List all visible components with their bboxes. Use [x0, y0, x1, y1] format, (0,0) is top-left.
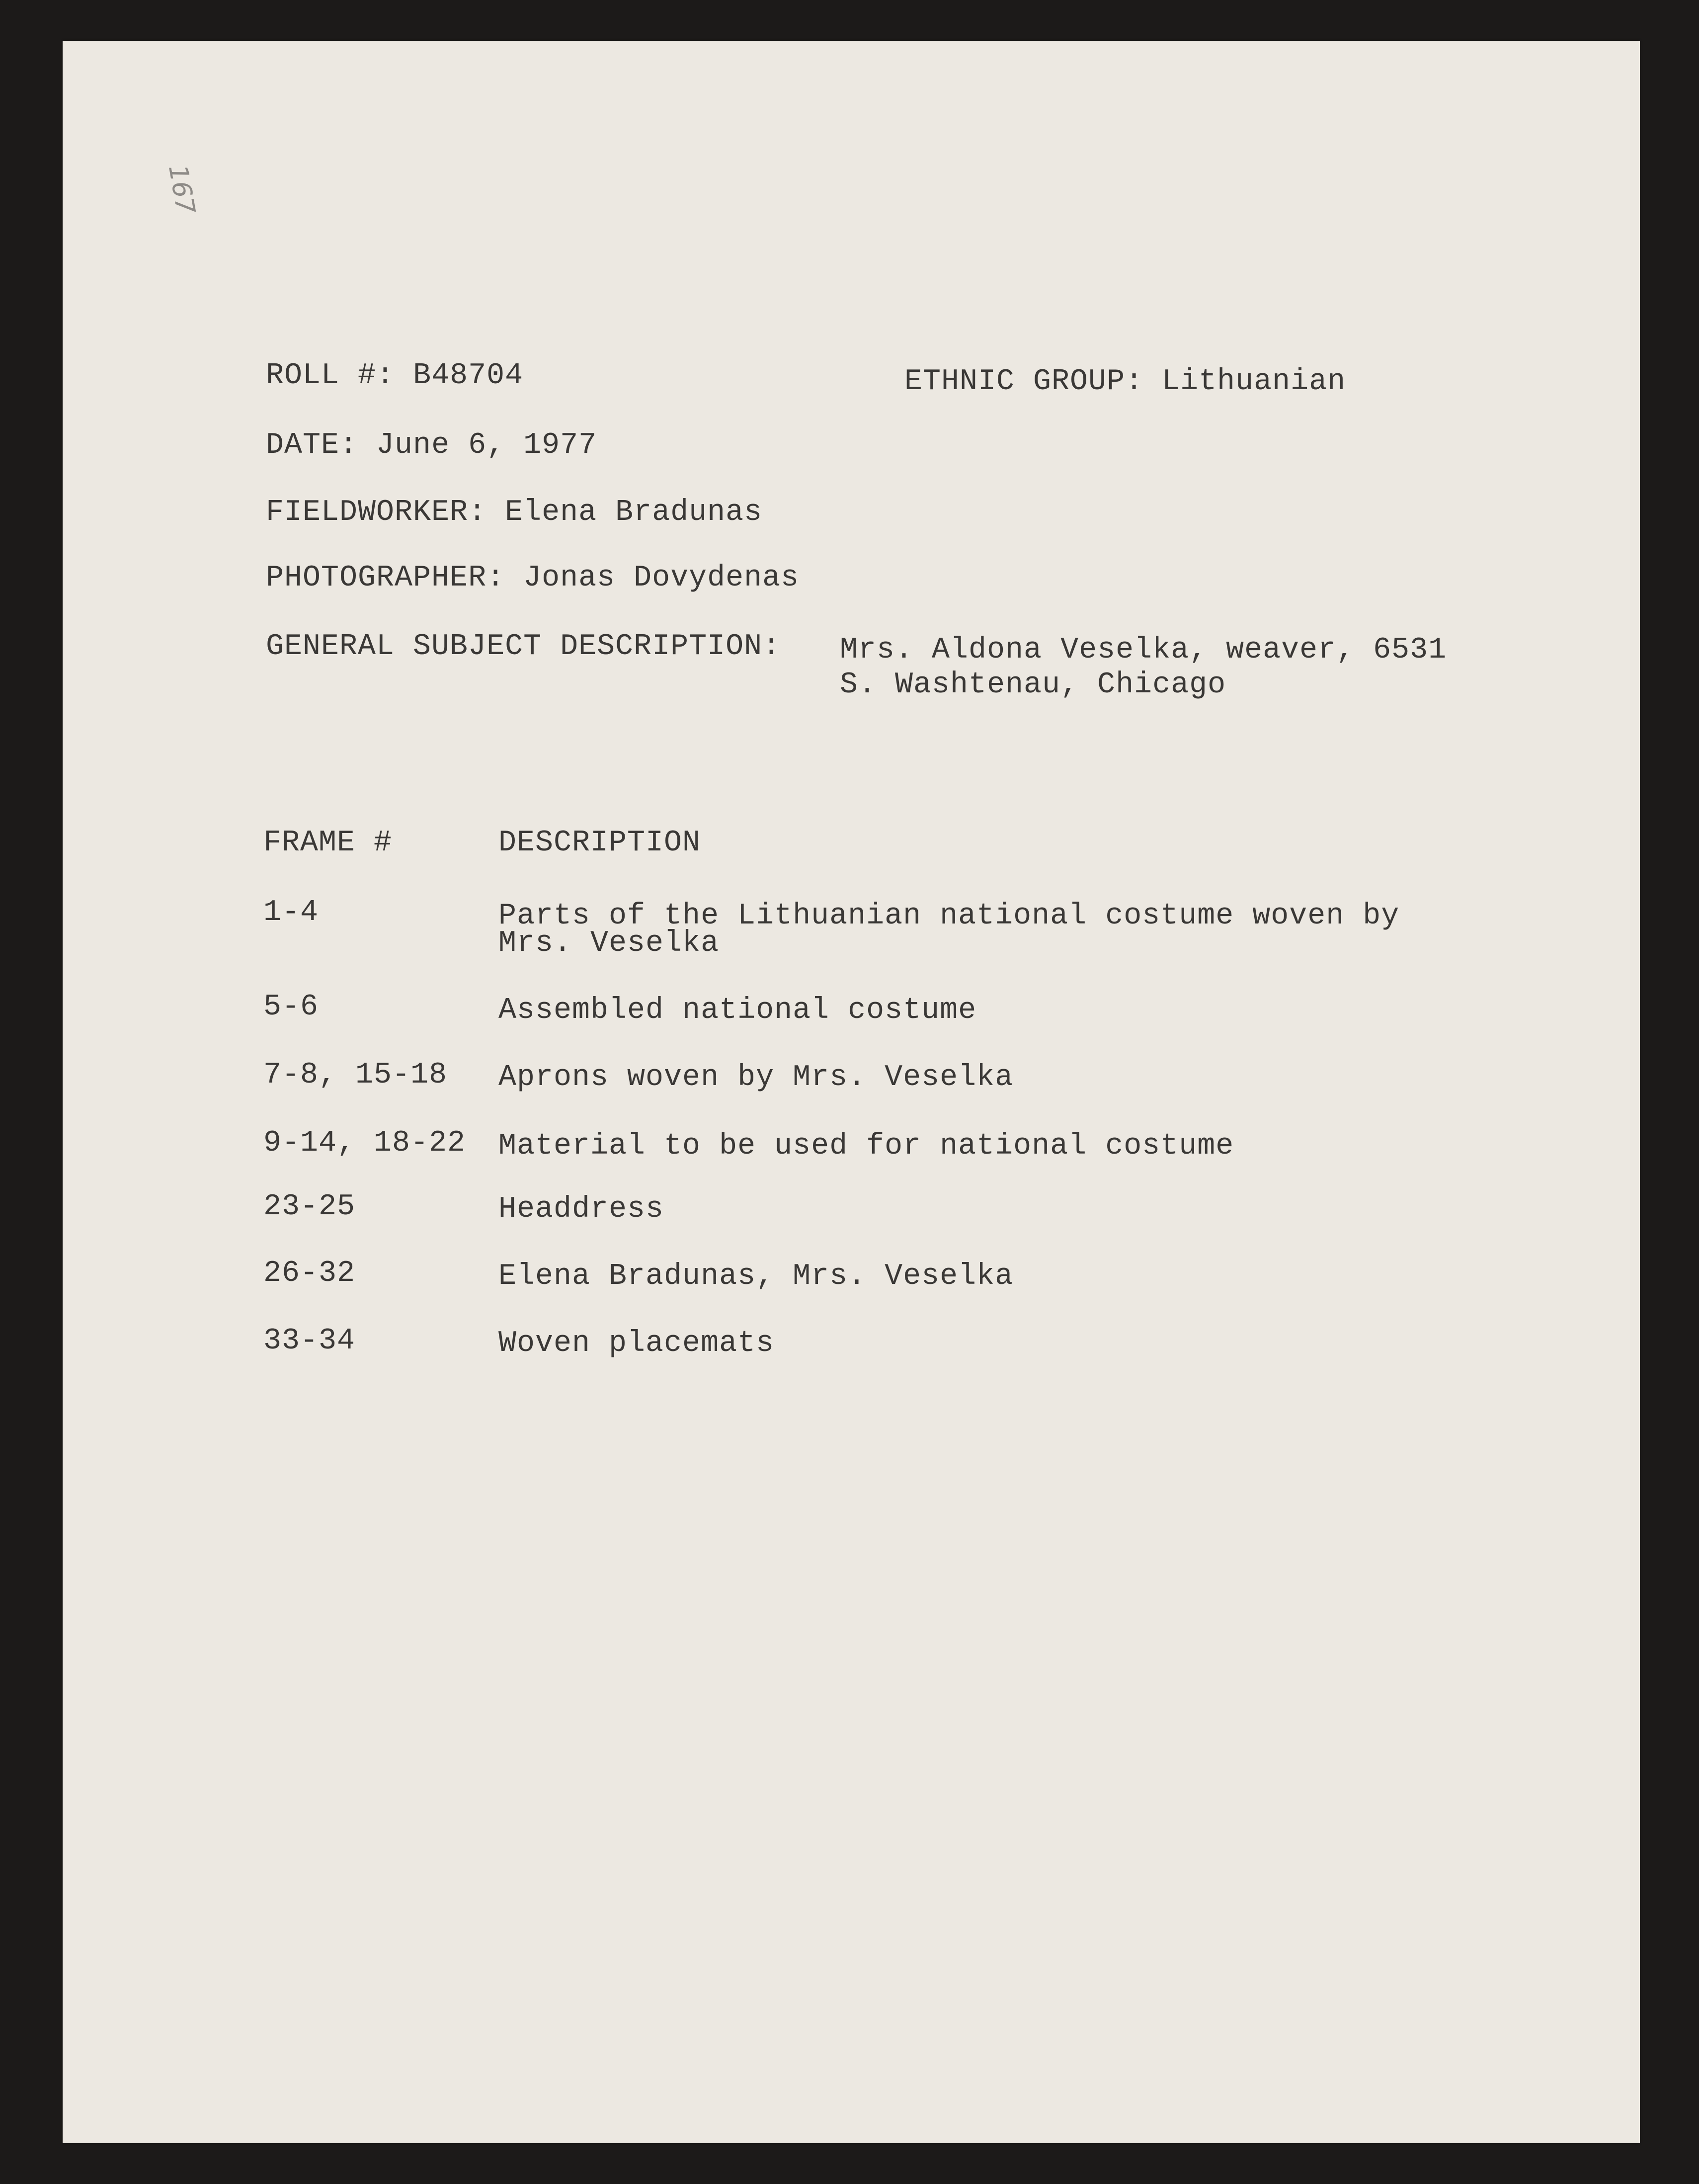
date-label: DATE: [266, 428, 358, 462]
frame-cell: 5-6 [263, 990, 319, 1024]
description-cell: Material to be used for national costume [498, 1129, 1234, 1163]
fieldworker-label: FIELDWORKER: [266, 496, 487, 529]
description-cell: Aprons woven by Mrs. Veselka [498, 1061, 1014, 1094]
general-subject-value-line1: Mrs. Aldona Veselka, weaver, 6531 [840, 633, 1447, 667]
description-cell: Woven placemats [498, 1327, 775, 1360]
description-cell: Headdress [498, 1192, 664, 1226]
description-cell-continued: Mrs. Veselka [498, 926, 720, 960]
ethnic-group-label: ETHNIC GROUP: [904, 365, 1144, 399]
ethnic-group-value: Lithuanian [1162, 365, 1346, 399]
photographer-value: Jonas Dovydenas [523, 561, 800, 595]
description-cell: Assembled national costume [498, 994, 977, 1027]
column-header-frame: FRAME # [263, 826, 393, 860]
frame-cell: 1-4 [263, 896, 319, 929]
date-value: June 6, 1977 [376, 428, 597, 462]
photographer-label: PHOTOGRAPHER: [266, 561, 505, 595]
column-header-description: DESCRIPTION [498, 826, 701, 860]
frame-cell: 26-32 [263, 1257, 356, 1290]
ethnic-group-field [904, 364, 1346, 400]
general-subject-label: GENERAL SUBJECT DESCRIPTION: [266, 630, 781, 664]
frame-cell: 23-25 [263, 1190, 356, 1224]
description-cell: Parts of the Lithuanian national costume woven by [498, 899, 1400, 933]
description-cell: Elena Bradunas, Mrs. Veselka [498, 1260, 1014, 1293]
frame-cell: 9-14, 18-22 [263, 1126, 466, 1160]
general-subject-value-line2: S. Washtenau, Chicago [840, 668, 1226, 702]
roll-number-field [266, 358, 523, 394]
frame-cell: 33-34 [263, 1324, 356, 1358]
document-page [63, 41, 1640, 2143]
fieldworker-value: Elena Bradunas [505, 496, 763, 529]
frame-cell: 7-8, 15-18 [263, 1058, 448, 1092]
date-field [266, 427, 597, 463]
handwritten-page-number: 167 [162, 163, 201, 217]
fieldworker-field [266, 495, 762, 530]
photographer-field [266, 560, 799, 596]
roll-value: B48704 [413, 359, 524, 393]
roll-label: ROLL #: [266, 359, 395, 393]
